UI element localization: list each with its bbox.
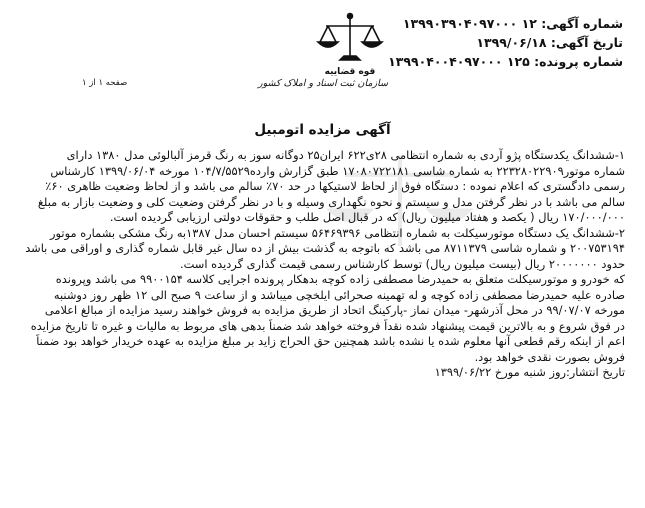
body-line: اعم از اینکه رقم قطعی آنها معلوم شده یا نشده باشد همچنین حق الحراج زاید بر مبلغ مزایده به عهده خریدار خواهد بود ضمناً — [36, 334, 625, 348]
body-line: که خودرو و موتورسیکلت متعلق به حمیدرضا مصطفی زاده کوچه بدهکار پرونده اجرایی کلاسه ۹۹۰۰۱۵۴ می باشد وپرونده — [55, 272, 625, 286]
body-line: شماره موتور۲۲۳۲۸۰۲۲۹۰۹ به شماره شاسی ۱۷۰۸۰۷۲۲۱۸۱ طبق گزارش وارده۱۰۴/۷/۵۵۲۹ مورخه ۱۳۹۹/۰۶/۰۴ کارشناس — [50, 163, 625, 178]
body-line: در فوق شروع و به بالاترین قیمت پیشنهاد شده نقداً فروخته خواهد شد ضمناً بدهی های مربوط به مالیات و غیره تا تاریخ مزایده — [30, 318, 625, 333]
body-line: ۲-ششدانگ یک دستگاه موتورسیکلت به شماره انتظامی ۵۶۴۶۹۳۹۶ سیستم احسان مدل ۱۳۸۷به رنگ مشکی بشماره موتور — [50, 225, 625, 240]
organization-name: سازمان ثبت اسناد و املاک کشور — [258, 78, 388, 89]
announcement-title: آگهی مزایده اتومبیل — [254, 122, 391, 138]
case-number: شماره پرونده: ۱۲۵ ۱۳۹۹۰۴۰۰۴۰۹۷۰۰۰ — [388, 54, 623, 69]
scales-icon — [318, 14, 382, 61]
page-indicator: صفحه ۱ از ۱ — [82, 78, 128, 88]
publication-date: تاریخ انتشار:روز شنبه مورخ ۱۳۹۹/۰۶/۲۲ — [434, 365, 625, 379]
body-line: فروش بصورت نقدی خواهد بود. — [474, 349, 625, 364]
body-line: صادره علیه حمیدرضا مصطفی زاده کوچه و له تهمینه صحرائی ایلخچی میباشد و از ساعت ۹ صبح الی ۱۲ ظهر روز دوشنبه — [53, 287, 625, 302]
body-line: سالم می باشد با در نظر گرفتن مدل و سیستم و نحوه نگهداری وسیله و با در نظر گرفتن وضعیت کلی و وضعیت بازار به مبلغ — [37, 194, 625, 209]
logo-emblem-text: قوه قضاییه — [324, 67, 376, 77]
body-line: مورخه ۹۹/۰۷/۰۷ در محل آذرشهر- میدان نماز -پارکینگ اتحاد از طریق مزایده به فروش خواهند رسید مزایده از مبالغ اعلامی — [44, 303, 625, 317]
ad-date: تاریخ آگهی: ۱۳۹۹/۰۶/۱۸ — [476, 35, 623, 50]
body-line: حدود ۲۰۰۰۰۰۰۰ ریال (بیست میلیون ریال) توسط کارشناس رسمی قیمت گذاری گردیده است. — [179, 256, 625, 271]
body-line: ۱۷۰/۰۰۰/۰۰۰ ریال ( یکصد و هفتاد میلیون ریال) که در قبال اصل طلب و حقوقات دولتی ارزیابی گردیده است. — [109, 210, 625, 224]
body-line: ۱-ششدانگ یکدستگاه پژو آردی به شماره انتظامی ۲۸ی۶۲۲ ایران۲۵ دوگانه سوز به رنگ قرمز آلبالوئی مدل ۱۳۸۰ دارای — [66, 148, 625, 162]
ad-number: شماره آگهی: ۱۲ ۱۳۹۹۰۳۹۰۴۰۹۷۰۰۰ — [402, 16, 623, 31]
body-line: رسمی دادگستری که اعلام نموده : دستگاه فوق از لحاظ لاستیکها در حد ۷۰٪ سالم می باشد و از لحاظ وضعیت ظاهری ۶۰٪ — [45, 179, 625, 193]
ad-meta — [388, 14, 623, 71]
body-line: ۲۰۰۷۵۳۱۹۴ و شماره شاسی ۸۷۱۱۳۷۹ می باشد که باتوجه به گذشت بیش از ده سال غیر قابل شماره گذاری و اوراقی می باشد — [25, 241, 625, 255]
announcement-body — [15, 148, 625, 381]
